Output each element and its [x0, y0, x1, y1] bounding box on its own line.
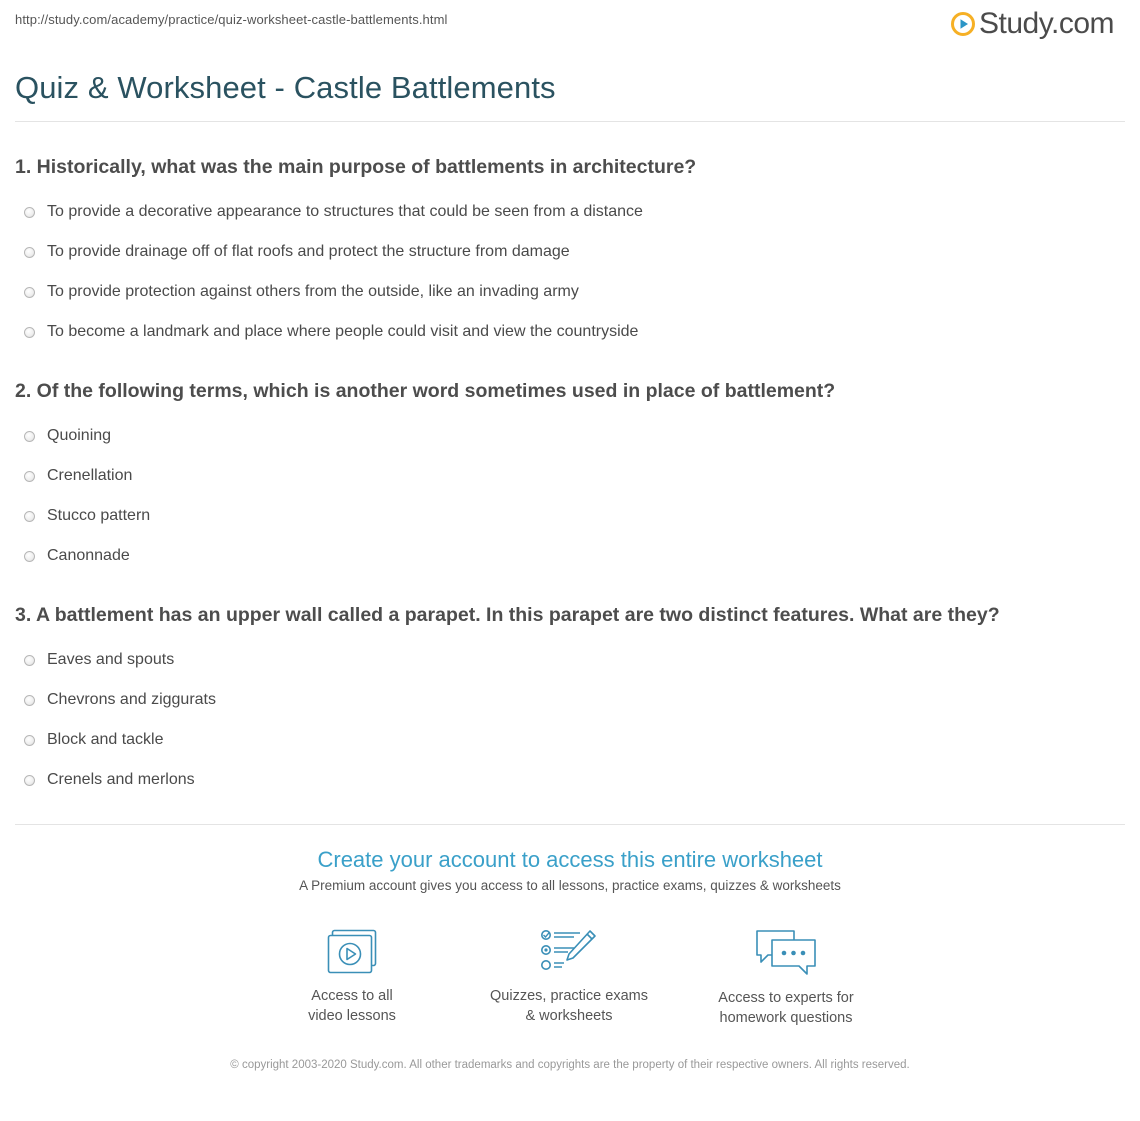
option-label: Eaves and spouts [47, 651, 175, 668]
answer-option[interactable] [15, 536, 1125, 576]
signup-cta [0, 846, 1140, 893]
page-title: Quiz & Worksheet - Castle Battlements [15, 70, 556, 105]
cta-divider [15, 824, 1125, 825]
answer-option[interactable] [15, 680, 1125, 720]
answer-option[interactable] [15, 456, 1125, 496]
video-lesson-icon [326, 928, 378, 976]
option-label: Stucco pattern [47, 507, 151, 524]
answer-option[interactable] [15, 192, 1125, 232]
option-label: Quoining [47, 427, 112, 444]
answer-option[interactable] [15, 232, 1125, 272]
cta-subtitle: A Premium account gives you access to all lessons, practice exams, quizzes & worksheets [299, 878, 841, 893]
radio-button[interactable] [24, 511, 35, 522]
radio-button[interactable] [24, 431, 35, 442]
answer-option[interactable] [15, 640, 1125, 680]
radio-button[interactable] [24, 471, 35, 482]
option-label: Crenellation [47, 467, 133, 484]
option-label: To become a landmark and place where people could visit and view the countryside [47, 323, 639, 340]
question-2 [15, 379, 1125, 576]
feature-label: Quizzes, practice exams & worksheets [490, 988, 648, 1024]
question-3 [15, 603, 1125, 800]
option-label: Chevrons and ziggurats [47, 691, 216, 708]
option-label: Canonnade [47, 547, 130, 564]
chat-bubbles-icon [754, 928, 818, 978]
page-url: http://study.com/academy/practice/quiz-worksheet-castle-battlements.html [15, 12, 448, 27]
option-label: Crenels and merlons [47, 771, 195, 788]
question-1 [15, 155, 1125, 352]
option-label: Block and tackle [47, 731, 164, 748]
option-label: To provide drainage off of flat roofs and protect the structure from damage [47, 243, 570, 260]
title-divider [15, 121, 1125, 122]
radio-button[interactable] [24, 695, 35, 706]
feature-label: Access to experts for homework questions [718, 990, 854, 1026]
option-label: To provide protection against others from the outside, like an invading army [47, 283, 579, 300]
feature-quizzes [469, 928, 669, 1026]
answer-option[interactable] [15, 760, 1125, 800]
study-play-logo-icon [951, 12, 975, 36]
answer-option[interactable] [15, 496, 1125, 536]
logo-text: Study.com [979, 7, 1114, 40]
radio-button[interactable] [24, 775, 35, 786]
radio-button[interactable] [24, 551, 35, 562]
answer-option[interactable] [15, 312, 1125, 352]
radio-button[interactable] [24, 735, 35, 746]
feature-label: Access to all video lessons [308, 988, 396, 1024]
feature-experts [686, 928, 886, 1028]
radio-button[interactable] [24, 327, 35, 338]
option-label: To provide a decorative appearance to structures that could be seen from a distance [47, 203, 643, 220]
copyright-notice: © copyright 2003-2020 Study.com. All other trademarks and copyrights are the property of their respective owners. All rights reserved. [230, 1059, 910, 1071]
radio-button[interactable] [24, 207, 35, 218]
answer-option[interactable] [15, 416, 1125, 456]
quiz-checklist-icon [540, 928, 598, 976]
answer-option[interactable] [15, 720, 1125, 760]
question-text: 1. Historically, what was the main purpose of battlements in architecture? [15, 156, 697, 178]
question-text: 3. A battlement has an upper wall called a parapet. In this parapet are two distinct features. What are they? [15, 604, 1000, 626]
radio-button[interactable] [24, 287, 35, 298]
question-text: 2. Of the following terms, which is another word sometimes used in place of battlement? [15, 380, 836, 402]
answer-option[interactable] [15, 272, 1125, 312]
feature-video-lessons [252, 928, 452, 1026]
cta-link[interactable]: Create your account to access this entire worksheet [317, 847, 823, 872]
radio-button[interactable] [24, 655, 35, 666]
study-logo[interactable] [951, 6, 1114, 42]
radio-button[interactable] [24, 247, 35, 258]
